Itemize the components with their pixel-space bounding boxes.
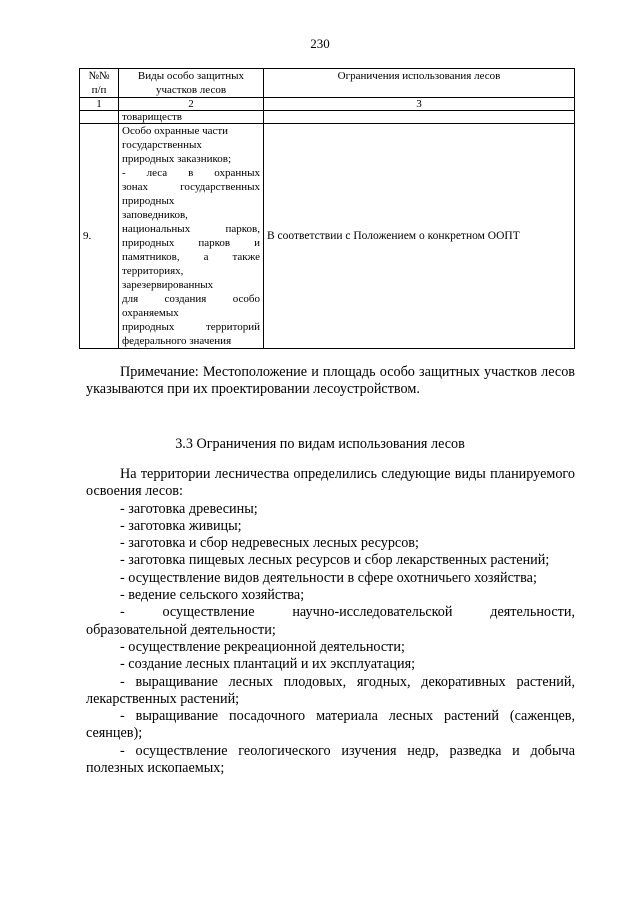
row-number: 9.: [80, 124, 119, 349]
list-item: - заготовка пищевых лесных ресурсов и сбор лекарственных растений;: [120, 552, 550, 569]
list-item: - заготовка и сбор недревесных лесных ресурсов;: [120, 535, 419, 552]
list-item: - осуществление рекреационной деятельности;: [120, 638, 405, 655]
note-block: [86, 364, 575, 399]
page-number: 230: [310, 36, 330, 51]
cell-line: государственных: [122, 139, 202, 151]
list-item: - осуществление геологического изучения недр, разведка и добыча полезных ископаемых;: [86, 742, 575, 777]
table-note: Примечание: Местоположение и площадь особо защитных участков лесов указываются при их проектировании лесоустройством.: [86, 364, 575, 398]
cell-line: зарезервированных: [122, 279, 214, 291]
table-row: [80, 124, 575, 349]
list-item: - заготовка древесины;: [120, 500, 258, 517]
restriction-cell: В соответствии с Положением о конкретном ООПТ: [264, 124, 575, 349]
list-item: - заготовка живицы;: [120, 517, 242, 534]
cell-line: природных парков и: [122, 237, 260, 249]
header-types: Виды особо защитных участков лесов: [119, 69, 264, 98]
cell-line: федерального значения: [122, 335, 232, 347]
header-num: №№ п/п: [80, 69, 119, 98]
intro-paragraph: На территории лесничества определились следующие виды планируемого освоения лесов:: [86, 466, 575, 500]
list-item: - осуществление видов деятельности в сфере охотничьего хозяйства;: [120, 569, 537, 586]
cell-line: охраняемых: [122, 307, 179, 319]
cell-line: памятников, а также: [122, 251, 260, 263]
cell-line: для создания особо: [122, 293, 260, 305]
column-number: 2: [119, 98, 264, 111]
cell-line: Особо охранные части: [122, 125, 229, 137]
section-body: [86, 466, 575, 777]
cell-line: территориях,: [122, 265, 184, 277]
list-item: - выращивание посадочного материала лесных растений (саженцев, сеянцев);: [86, 708, 575, 742]
cell-line: заповедников,: [122, 209, 188, 221]
cell-line: - леса в охранных: [122, 167, 260, 179]
list-item: - осуществление научно-исследовательской деятельности, образовательной деятельности;: [86, 604, 575, 638]
continuation-cell: товариществ: [119, 111, 264, 124]
header-restrictions: Ограничения использования лесов: [264, 69, 575, 98]
section-heading: 3.3 Ограничения по видам использования лесов: [175, 436, 465, 452]
column-number-row: [80, 98, 575, 111]
protection-types-cell: [119, 124, 264, 349]
list-item: - создание лесных плантаций и их эксплуатация;: [120, 656, 416, 673]
list-item: - выращивание лесных плодовых, ягодных, декоративных растений, лекарственных растений;: [86, 673, 575, 707]
table-row: [80, 111, 575, 124]
cell-line: зонах государственных: [122, 181, 260, 193]
column-number: 3: [264, 98, 575, 111]
list-item: - ведение сельского хозяйства;: [120, 587, 305, 604]
cell-line: природных заказников;: [122, 153, 232, 165]
forest-protection-table: [79, 68, 575, 349]
cell-line: национальных парков,: [122, 223, 260, 235]
cell-line: природных: [122, 195, 175, 207]
cell-line: природных территорий: [122, 321, 260, 333]
column-number: 1: [80, 98, 119, 111]
table-header-row: [80, 69, 575, 98]
